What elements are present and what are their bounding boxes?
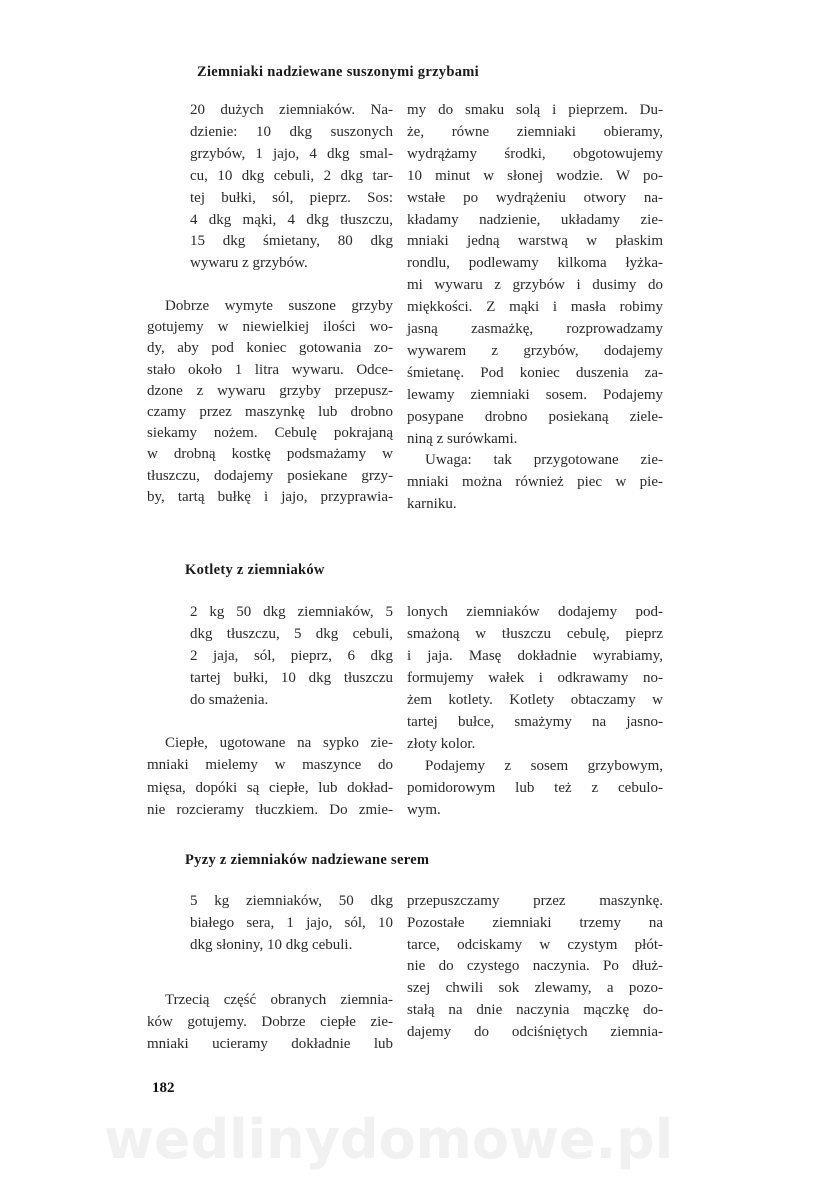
body-text-line: tłuszczu, dodajemy posiekane grzy- (147, 467, 393, 484)
section-title: Ziemniaki nadziewane suszonymi grzybami (197, 64, 479, 80)
ingredients-line: tej bułki, sól, pieprz. Sos: (190, 189, 393, 206)
body-text-line: mniaki jedną warstwą w płaskim (407, 233, 663, 250)
ingredients-line: 4 dkg mąki, 4 dkg tłuszczu, (190, 211, 393, 228)
body-text-line: Ciepłe, ugotowane na sypko zie- (165, 735, 393, 751)
body-text-line: Trzecią część obranych ziemnia- (165, 992, 393, 1008)
body-text-line: tarce, odciskamy w czystym płót- (407, 936, 663, 953)
body-text-line: Pozostałe ziemniaki trzemy na (407, 914, 663, 931)
ingredients-line: białego sera, 1 jajo, sól, 10 (190, 914, 393, 931)
ingredients-line: cu, 10 dkg cebuli, 2 dkg tar- (190, 167, 393, 184)
ingredients-line: do smażenia. (190, 692, 269, 708)
body-text-line: śmietanę. Pod koniec duszenia za- (407, 364, 663, 381)
section-title: Pyzy z ziemniaków nadziewane serem (185, 852, 430, 868)
body-text-line: wydrążamy środki, obgotowujemy (407, 145, 663, 162)
body-text-line: lonych ziemniaków dodajemy pod- (407, 604, 663, 620)
body-text-line: ków gotujemy. Dobrze ciepłe zie- (147, 1014, 393, 1030)
body-text-line: przepuszczamy przez maszynkę. (407, 893, 663, 909)
body-text-line: Dobrze wymyte suszone grzyby (165, 298, 393, 314)
body-text-line: posypane drobno posiekaną ziele- (407, 408, 663, 425)
watermark: wedlinydomowe.pl (104, 1108, 674, 1171)
ingredients-line: 2 kg 50 dkg ziemniaków, 5 (190, 604, 393, 620)
ingredients-line: 20 dużych ziemniaków. Na- (190, 102, 393, 118)
body-text-line: niną z surówkami. (407, 430, 518, 447)
ingredients-line: 5 kg ziemniaków, 50 dkg (190, 893, 393, 909)
body-text-line: lewamy ziemniaki sosem. Podajemy (407, 386, 663, 403)
body-text-line: tartej bułce, smażymy na jasno- (407, 714, 663, 730)
body-text-line: stałą na dnie naczynia mączkę do- (407, 1002, 663, 1018)
body-text-line: smażoną w tłuszczu cebulę, pieprz (407, 626, 663, 642)
body-text-line: wym. (407, 802, 441, 818)
body-text-line: dy, aby pod koniec gotowania zo- (147, 340, 393, 357)
body-text-line: czamy przez maszynkę lub drobno (147, 404, 393, 420)
body-text-line: my do smaku solą i pieprzem. Du- (407, 102, 663, 118)
body-text-line: mniaki ucieramy dokładnie lub (147, 1036, 393, 1052)
body-text-line: pomidorowym lub też z cebulo- (407, 780, 663, 796)
body-text-line: wywarem z grzybów, dodajemy (407, 342, 663, 359)
ingredients-line: grzybów, 1 jajo, 4 dkg smal- (190, 145, 393, 162)
ingredients-line: tartej bułki, 10 dkg tłuszczu (190, 670, 393, 686)
body-text-line: 10 minut w słonej wodzie. W po- (407, 167, 663, 184)
body-text-line: szej chwili sok zlewamy, a pozo- (407, 980, 663, 997)
ingredients-line: dkg tłuszczu, 5 dkg cebuli, (190, 626, 393, 642)
body-text-line: dzone z wywaru grzyby przepusz- (147, 382, 393, 399)
body-text-line: w drobną kostkę podsmażamy w (147, 446, 393, 463)
ingredients-line: dzienie: 10 dkg suszonych (190, 123, 393, 140)
body-text-line: złoty kolor. (407, 736, 476, 752)
body-text-line: stało około 1 litra wywaru. Odce- (147, 361, 393, 378)
body-text-line: by, tartą bułkę i jajo, przyprawia- (147, 488, 393, 505)
body-text-line: dajemy do odciśniętych ziemnia- (407, 1023, 663, 1040)
body-text-line: nie do czystego naczynia. Po dłuż- (407, 958, 663, 975)
body-text-line: kładamy nadzienie, układamy zie- (407, 211, 663, 228)
body-text-line: nie rozcieramy tłuczkiem. Do zmie- (147, 801, 393, 818)
body-text-line: karniku. (407, 496, 457, 513)
body-text-line: jasną zasmażkę, rozprowadzamy (407, 321, 663, 337)
body-text-line: że, równe ziemniaki obieramy, (407, 123, 663, 140)
body-text-line: i jaja. Masę dokładnie wyrabiamy, (407, 648, 663, 664)
body-text-line: Uwaga: tak przygotowane zie- (425, 452, 663, 469)
body-text-line: rondlu, podlewamy kilkoma łyżka- (407, 255, 663, 272)
ingredients-line: dkg słoniny, 10 dkg cebuli. (190, 936, 353, 953)
body-text-line: mniaki można również piec w pie- (407, 474, 663, 491)
body-text-line: mniaki mielemy w maszynce do (147, 757, 393, 774)
body-text-line: formujemy wałek i odkrawamy no- (407, 670, 663, 686)
section-title: Kotlety z ziemniaków (185, 562, 325, 578)
body-text-line: Podajemy z sosem grzybowym, (425, 758, 663, 774)
ingredients-line: 15 dkg śmietany, 80 dkg (190, 233, 393, 250)
body-text-line: mi wywaru z grzybów i dusimy do (407, 277, 663, 294)
body-text-line: gotujemy w niewielkiej ilości wo- (147, 319, 393, 336)
ingredients-line: 2 jaja, sól, pieprz, 6 dkg (190, 648, 393, 664)
page-number: 182 (152, 1080, 175, 1096)
body-text-line: miękkości. Z mąki i masła robimy (407, 299, 663, 316)
body-text-line: mięsa, dopóki są ciepłe, lub dokład- (147, 779, 393, 796)
ingredients-line: wywaru z grzybów. (190, 255, 308, 272)
body-text-line: wstałe po wydrążeniu otwory na- (407, 189, 663, 206)
body-text-line: siekamy nożem. Cebulę pokrajaną (147, 425, 393, 442)
body-text-line: żem kotlety. Kotlety obtaczamy w (407, 692, 663, 708)
